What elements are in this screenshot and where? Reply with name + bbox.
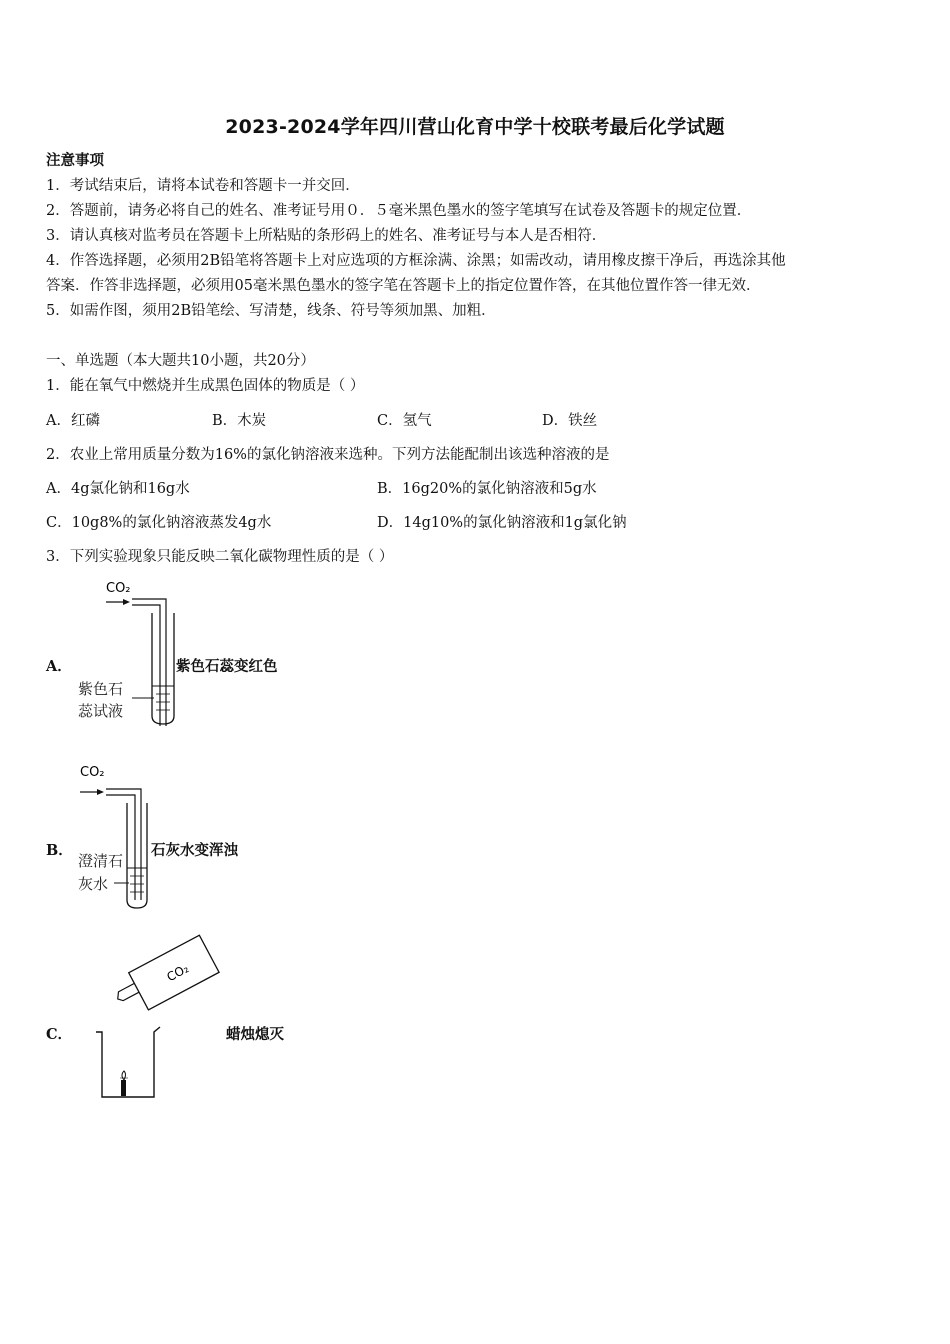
notice-item-2: 2．答题前，请务必将自己的姓名、准考证号用０．５毫米黑色墨水的签字笔填写在试卷及答题卡的规定位置．: [46, 203, 752, 219]
q2-option-d: D．14g10%的氯化钠溶液和1g氯化钠: [377, 515, 627, 531]
section-heading: 一、单选题（本大题共10小题，共20分）: [46, 353, 315, 369]
q1-option-d: D．铁丝: [542, 413, 598, 429]
q1-option-c: C．氢气: [377, 413, 432, 429]
question-3-stem: 3．下列实验现象只能反映二氧化碳物理性质的是（ ）: [46, 549, 394, 565]
q2-option-b: B．16g20%的氯化钠溶液和5g水: [377, 481, 597, 497]
notice-item-5: 5．如需作图，须用2B铅笔绘、写清楚，线条、符号等须加黑、加粗．: [46, 303, 496, 319]
notice-item-1: 1．考试结束后，请将本试卷和答题卡一并交回．: [46, 178, 360, 194]
beaker-candle-diagram: [90, 940, 230, 1105]
limewater-label-line2: 灰水: [78, 875, 109, 893]
q1-option-b: B．木炭: [212, 413, 267, 429]
q3-option-c-phenomenon: 蜡烛熄灭: [226, 1026, 284, 1043]
co2-label: CO₂: [80, 765, 105, 780]
q3-option-a-label: A．: [46, 658, 72, 675]
notice-item-3: 3．请认真核对监考员在答题卡上所粘贴的条形码上的姓名、准考证号与本人是否相符．: [46, 228, 607, 244]
notice-heading: 注意事项: [46, 152, 104, 169]
notice-item-4: 4．作答选择题，必须用2B铅笔将答题卡上对应选项的方框涂满、涂黑；如需改动，请用橡皮擦干净后，再选涂其他: [46, 253, 786, 269]
litmus-label-line2: 蕊试液: [78, 702, 124, 720]
question-2-stem: 2．农业上常用质量分数为16%的氯化钠溶液来选种。下列方法能配制出该选种溶液的是: [46, 447, 610, 463]
co2-label: CO₂: [106, 581, 131, 596]
notice-item-4-cont: 答案．作答非选择题，必须用05毫米黑色墨水的签字笔在答题卡上的指定位置作答，在其他位置作答一律无效．: [46, 278, 761, 294]
q1-option-a: A．红磷: [46, 413, 100, 429]
q2-option-c: C．10g8%的氯化钠溶液蒸发4g水: [46, 515, 272, 531]
q3-option-c-label: C．: [46, 1026, 73, 1043]
q2-option-a: A．4g氯化钠和16g水: [46, 481, 190, 497]
co2-label: CO₂: [164, 961, 192, 985]
q3-option-b-phenomenon: 石灰水变浑浊: [151, 842, 238, 859]
litmus-label-line1: 紫色石: [78, 680, 124, 698]
page-title: 2023-2024学年四川营山化育中学十校联考最后化学试题: [225, 116, 725, 138]
question-1-stem: 1．能在氧气中燃烧并生成黑色固体的物质是（ ）: [46, 378, 365, 394]
q3-option-a-phenomenon: 紫色石蕊变红色: [176, 658, 278, 675]
q3-option-b-label: B．: [46, 842, 73, 859]
limewater-label-line1: 澄清石: [78, 852, 124, 870]
